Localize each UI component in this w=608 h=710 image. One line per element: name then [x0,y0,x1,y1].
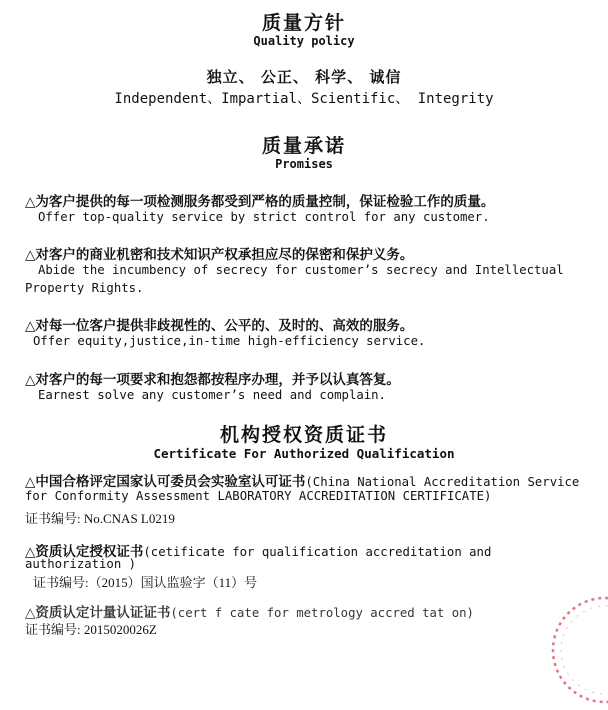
promise-2-en-line-2: Property Rights. [25,281,144,295]
promise-2-cn: △对客户的商业机密和技术知识产权承担应尽的保密和保护义务。 [25,247,414,263]
certificate-3-name-cn: △资质认定计量认证证书 [25,605,171,621]
certificate-1 [25,470,579,490]
certificate-2-number: 证书编号:（2015）国认监验字（11）号 [33,575,258,590]
certificate-2-name-cn: △资质认定授权证书 [25,544,144,560]
promises-title-cn: 质量承诺 [261,135,346,157]
promise-2-en-line-1: Abide the incumbency of secrecy for customer’s secrecy and Intellectual [38,263,564,277]
promises-title-en: Promises [275,157,333,171]
certificates-title-en: Certificate For Authorized Qualification [153,446,455,461]
quality-policy-values-en: Independent、Impartial、Scientific、 Integrity [114,91,494,107]
certificate-1-name-en-line-2: for Conformity Assessment LABORATORY ACCREDITATION CERTIFICATE) [25,489,492,503]
certificate-3-name-en: (cert f cate for metrology accred tat on) [170,606,474,620]
certificate-3 [25,601,474,621]
certificate-3-number: 证书编号: 2015020026Z [25,622,157,637]
promise-1-en: Offer top-quality service by strict control for any customer. [38,210,490,224]
certificate-1-name-cn: △中国合格评定国家认可委员会实验室认可证书 [25,474,306,490]
promise-3-cn: △对每一位客户提供非歧视性的、公平的、及时的、高效的服务。 [25,318,414,334]
certificates-title-cn: 机构授权资质证书 [219,424,388,446]
quality-policy-title-cn: 质量方针 [261,12,346,34]
certificate-2-name-en: (cetificate for qualification accreditation and [143,545,492,559]
quality-policy-values-cn: 独立、 公正、 科学、 诚信 [206,68,402,86]
certificate-1-number: 证书编号: No.CNAS L0219 [25,511,175,526]
promise-4-en: Earnest solve any customer’s need and complain. [38,388,386,402]
promise-3-en: Offer equity,justice,in-time high-efficiency service. [33,334,426,348]
promise-4-cn: △对客户的每一项要求和抱怨都按程序办理，并予以认真答复。 [25,372,400,388]
certificate-1-name-en: (China National Accreditation Service [305,475,580,489]
quality-policy-title-en: Quality policy [253,34,355,48]
promise-1-cn: △为客户提供的每一项检测服务都受到严格的质量控制，保证检验工作的质量。 [25,194,495,210]
red-seal-stamp [545,590,608,710]
certificate-2-name-en-line-2: authorization ) [25,557,137,571]
